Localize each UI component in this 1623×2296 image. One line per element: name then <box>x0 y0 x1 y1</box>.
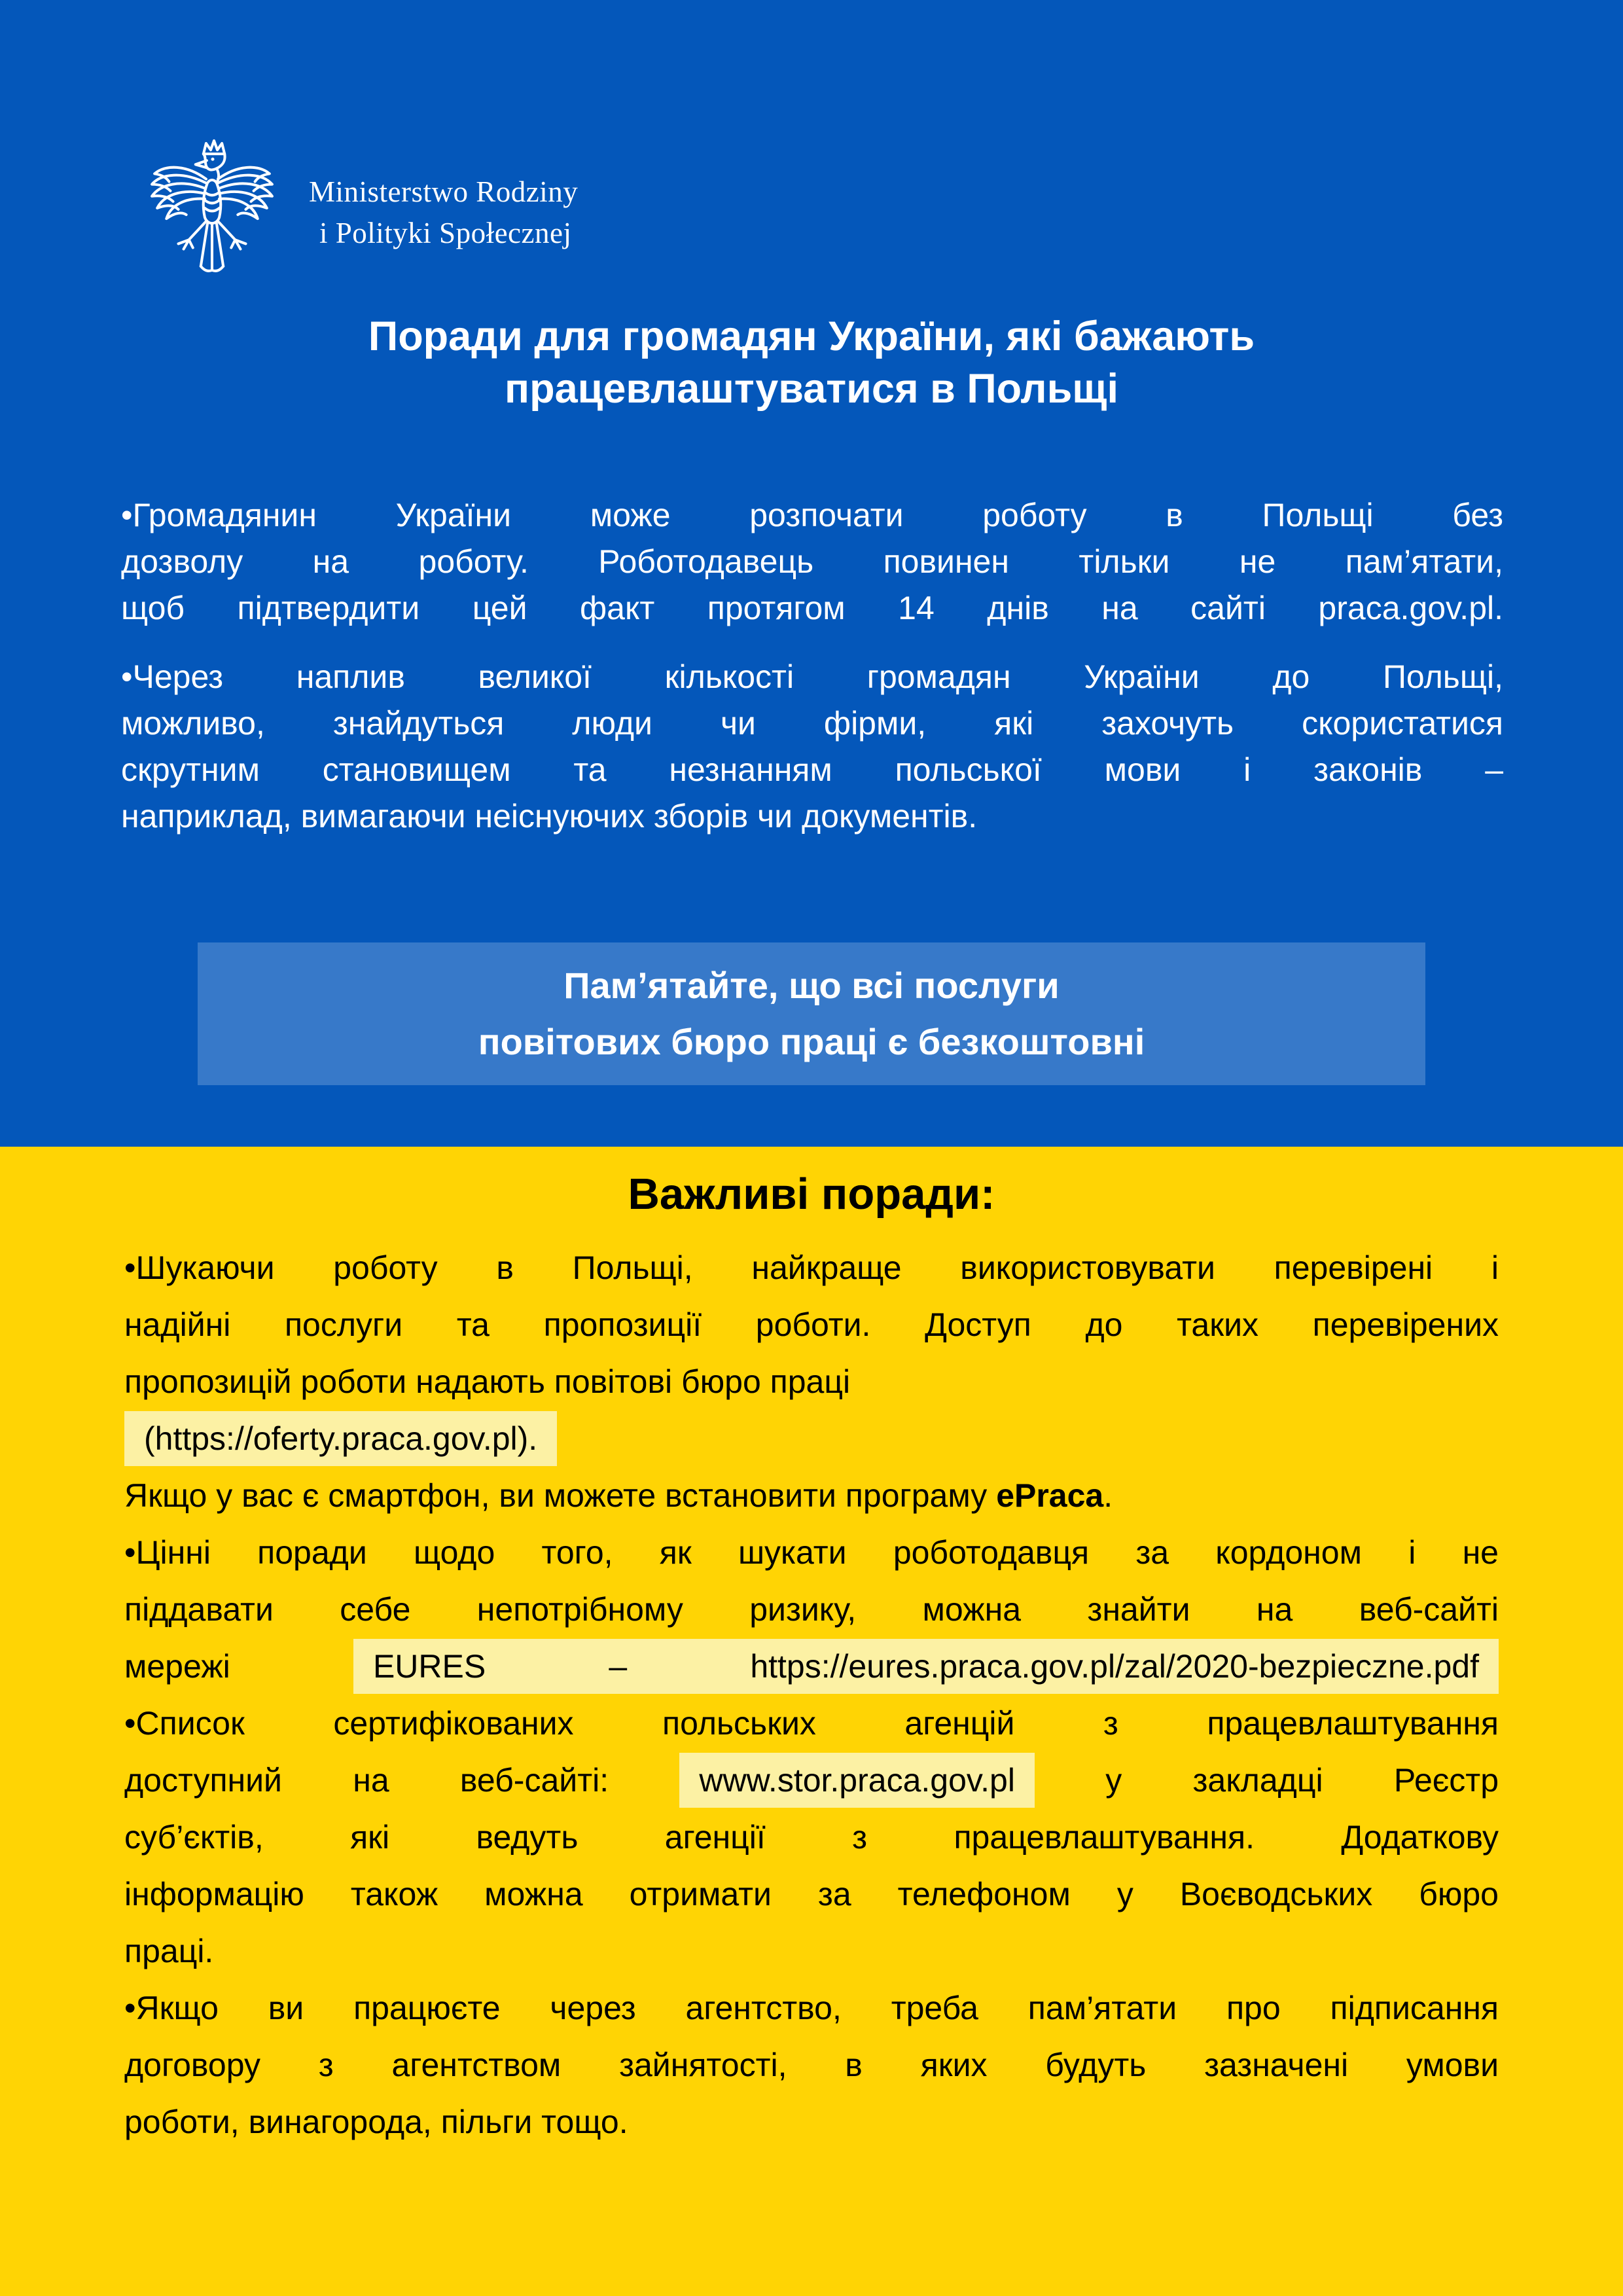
text-run: •Список сертифікованих польських агенцій з працевлаштування <box>124 1705 1499 1742</box>
notice-line2: повітових бюро праці є безкоштовні <box>478 1021 1145 1062</box>
link-highlight[interactable]: www.stor.praca.gov.pl <box>679 1753 1035 1808</box>
text-line <box>124 1410 1499 1467</box>
text-run: ePraca <box>996 1477 1104 1514</box>
notice-line1: Пам’ятайте, що всі послуги <box>563 965 1060 1006</box>
paragraph <box>124 1524 1499 1695</box>
text-run: піддавати себе непотрібному ризику, можна знайти на веб-сайті <box>124 1591 1499 1628</box>
text-run: доступний на веб-сайті: <box>124 1762 680 1799</box>
text-line <box>124 2037 1499 2094</box>
text-line <box>121 700 1503 747</box>
paragraph <box>121 654 1503 840</box>
ministry-name-line1: Ministerstwo Rodziny <box>309 175 579 208</box>
text-line <box>121 539 1503 585</box>
text-run: скрутним становищем та незнанням польської мови і законів – <box>121 751 1503 788</box>
text-run: •Якщо ви працюєте через агентство, треба пам’ятати про підписання <box>124 1990 1499 2026</box>
text-line <box>124 1809 1499 1866</box>
text-line <box>121 747 1503 793</box>
ministry-name-line2: i Polityki Społecznej <box>319 217 572 249</box>
text-line <box>124 1638 1499 1695</box>
text-line <box>121 492 1503 539</box>
paragraph <box>124 1980 1499 2151</box>
page-title <box>0 310 1623 415</box>
text-run: •Шукаючи роботу в Польщі, найкраще використовувати перевірені і <box>124 1249 1499 1286</box>
text-run: суб’єктів, які ведуть агенції з працевлаштування. Додаткову <box>124 1819 1499 1856</box>
yellow-paragraphs <box>124 1240 1499 2151</box>
text-line <box>124 1923 1499 1980</box>
text-line <box>124 1297 1499 1354</box>
blue-section <box>0 0 1623 1147</box>
text-line <box>124 1467 1499 1524</box>
text-run: •Громадянин України може розпочати роботу в Польщі без <box>121 497 1503 533</box>
polish-eagle-icon <box>143 136 281 289</box>
text-run: наприклад, вимагаючи неіснуючих зборів чи документів. <box>121 798 978 834</box>
blue-paragraphs <box>121 492 1503 862</box>
text-line <box>124 1695 1499 1752</box>
yellow-section <box>0 1147 1623 2296</box>
text-line <box>124 1354 1499 1410</box>
title-line1: Поради для громадян України, які бажають <box>368 314 1255 359</box>
text-line <box>124 1581 1499 1638</box>
text-run: щоб підтвердити цей факт протягом 14 днів на сайті praca.gov.pl. <box>121 590 1503 626</box>
paragraph <box>124 1467 1499 1524</box>
ministry-name <box>309 171 578 254</box>
paragraph <box>124 1695 1499 1980</box>
text-line <box>124 1980 1499 2037</box>
text-line <box>121 585 1503 632</box>
title-line2: працевлаштуватися в Польщі <box>505 366 1118 412</box>
link-highlight[interactable]: EURES – https://eures.praca.gov.pl/zal/2020-bezpieczne.pdf <box>353 1639 1499 1694</box>
link-highlight[interactable]: (https://oferty.praca.gov.pl). <box>124 1411 557 1466</box>
text-run: мережі <box>124 1648 353 1685</box>
paragraph <box>124 1240 1499 1467</box>
text-run: Якщо у вас є смартфон, ви можете встановити програму <box>124 1477 997 1514</box>
text-run: можливо, знайдуться люди чи фірми, які захочуть скористатися <box>121 705 1503 742</box>
text-line <box>121 793 1503 840</box>
text-run: •Через наплив великої кількості громадян України до Польщі, <box>121 658 1503 695</box>
text-run: у закладці Реєстр <box>1034 1762 1499 1799</box>
ministry-logo <box>143 136 578 289</box>
text-run: надійні послуги та пропозиції роботи. Доступ до таких перевірених <box>124 1306 1499 1343</box>
text-run: дозволу на роботу. Роботодавець повинен тільки не пам’ятати, <box>121 543 1503 580</box>
paragraph <box>121 492 1503 632</box>
text-line <box>121 654 1503 700</box>
notice-box <box>198 942 1425 1085</box>
text-line <box>124 1240 1499 1297</box>
text-run: . <box>1103 1477 1113 1514</box>
text-line <box>124 2094 1499 2151</box>
text-run: •Цінні поради щодо того, як шукати роботодавця за кордоном і не <box>124 1534 1499 1571</box>
text-run: роботи, винагорода, пільги тощо. <box>124 2104 628 2140</box>
text-line <box>124 1866 1499 1923</box>
text-line <box>124 1524 1499 1581</box>
text-run: праці. <box>124 1933 214 1969</box>
text-run: інформацію також можна отримати за телефоном у Воєводських бюро <box>124 1876 1499 1912</box>
text-run: договору з агентством зайнятості, в яких будуть зазначені умови <box>124 2047 1499 2083</box>
text-line <box>124 1752 1499 1809</box>
section-heading: Важливі поради: <box>628 1170 995 1219</box>
text-run: пропозицій роботи надають повітові бюро праці <box>124 1363 851 1400</box>
